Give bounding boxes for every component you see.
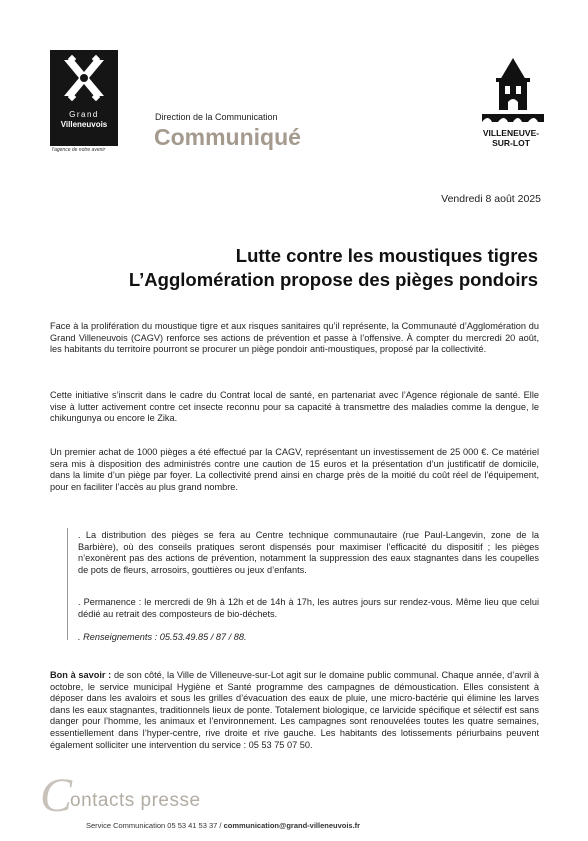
- footer-contact: [86, 821, 360, 830]
- grand-villeneuvois-logo: [50, 50, 118, 156]
- bon-a-savoir-text: de son côté, la Ville de Villeneuve-sur-Lot agit sur le domaine public communal. Chaque année, d’avril à octobre, le service municipal Hygiène et Santé programme des campagnes de démoustication. Elles consistent à déposer dans les avaloirs et sous les grilles d’évacuation des eaux de pluie, une micro-bactérie qui élimine les larves dans les eaux stagnantes, traditionnels lieux de ponte. Totalement biologique, ce larvicide spécifique et sélectif est sans danger pour l’homme, les animaux et l’environnement. Les campagnes sont renouvelées toutes les quatre semaines, essentiellement dans l’hyper-centre, rive droite et rive gauche. Les habitants des lotissements périurbains peuvent également solliciter une intervention du service : 05 53 75 07 50.: [50, 670, 539, 750]
- villeneuve-sur-lot-name: [466, 128, 556, 148]
- contacts-presse-logo: [40, 769, 230, 826]
- paragraph-intro: Face à la prolifération du moustique tigre et aux risques sanitaires qu’il représente, la Communauté d’Agglomération du Grand Villeneuvois (CAGV) renforce ses actions de prévention et passe à l’offensive. À compter du mercredi 20 août, les habitants du territoire pourront se procurer un piège pondoir anti-moustiques, proposé par la collectivité.: [50, 321, 539, 355]
- indent-rule: [67, 528, 68, 640]
- document-type-title: Communiqué: [154, 124, 301, 150]
- logo-tagline: l'agence de notre avenir: [52, 147, 106, 153]
- vsl-line-2: SUR-LOT: [492, 138, 530, 148]
- tower-bridge-icon: [478, 52, 548, 128]
- info-renseignements: . Renseignements : 05.53.49.85 / 87 / 88.: [78, 632, 247, 642]
- logo-box: [50, 50, 118, 146]
- paragraph-bon-a-savoir: [50, 670, 539, 751]
- paragraph-purchase: Un premier achat de 1000 pièges a été effectué par la CAGV, représentant un investissement de 25 000 €. Ce matériel sera mis à disposition des administrés contre une caution de 15 euros et la présentation d’un justificatif de domicile, dans la limite d’un piège par foyer. La collectivité prend ainsi en charge près de la moitié du coût réel de l’équipement, pour en faciliter l’accès au plus grand nombre.: [50, 447, 539, 492]
- logo-word-villeneuvois: Villeneuvois: [60, 120, 108, 129]
- footer-service: Service Communication 05 53 41 53 37 /: [86, 821, 224, 830]
- direction-label: Direction de la Communication: [155, 112, 278, 122]
- info-distribution: . La distribution des pièges se fera au Centre technique communautaire (rue Paul-Langevin, zone de la Barbière), où des conseils pratiques seront dispensés pour maximiser l’efficacité du dispositif ; les pièges n’exonèrent pas des actions de prévention, notamment la suppression des eaux stagnantes dans les coupelles de pots de fleurs, arrosoirs, gouttières ou jeux d’enfants.: [78, 530, 539, 575]
- paragraph-context: Cette initiative s’inscrit dans le cadre du Contrat local de santé, en partenariat avec l’Agence régionale de santé. Elle vise à lutter activement contre cet insecte reconnu pour sa capacité à transmettre des maladies comme la dengue, le chikungunya ou encore le Zika.: [50, 390, 539, 424]
- info-permanence: . Permanence : le mercredi de 9h à 12h et de 14h à 17h, les autres jours sur rendez-vous. Même lieu que celui dédié au retrait des composteurs de bio-déchets.: [78, 597, 539, 619]
- publication-date: Vendredi 8 août 2025: [441, 193, 541, 205]
- logo-word-grand: Grand: [69, 110, 99, 119]
- press-release-title: [129, 244, 538, 292]
- vsl-line-1: VILLENEUVE-: [482, 128, 540, 138]
- footer-email-link[interactable]: communication@grand-villeneuvois.fr: [223, 821, 361, 830]
- title-line-1: Lutte contre les moustiques tigres: [235, 245, 538, 266]
- contacts-presse-text: ontacts presse: [70, 790, 201, 811]
- title-line-2: L’Agglomération propose des pièges pondoirs: [128, 269, 538, 290]
- contacts-c-letter: C: [40, 769, 73, 822]
- bon-a-savoir-label: Bon à savoir :: [50, 670, 112, 680]
- logo-x-icon: [50, 50, 118, 110]
